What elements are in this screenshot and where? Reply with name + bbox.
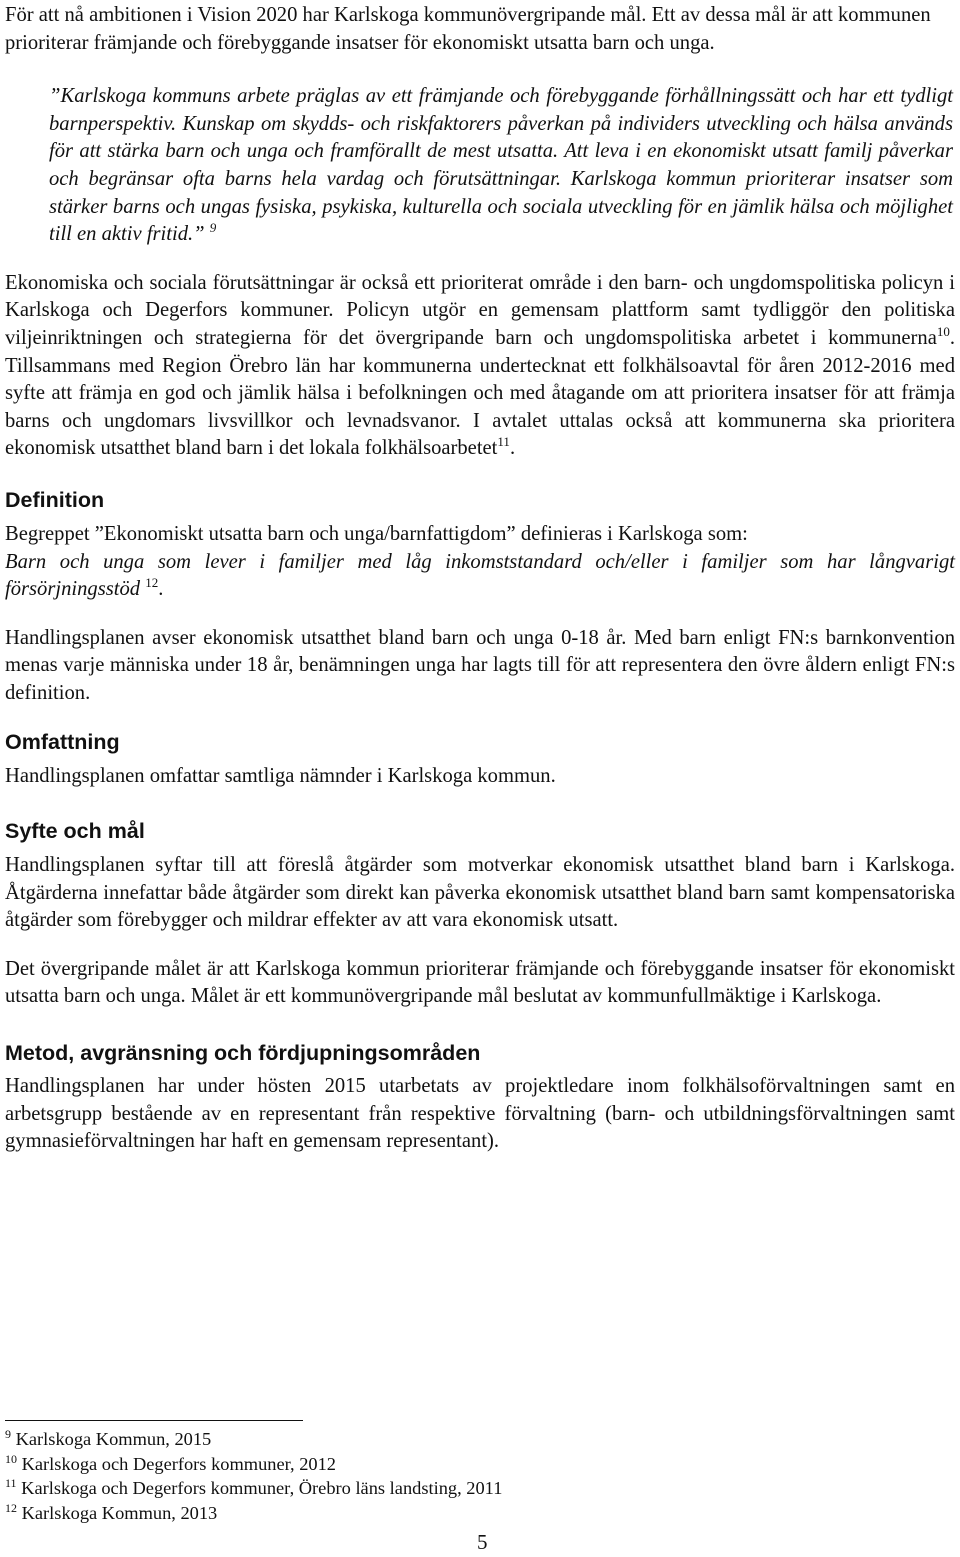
footnote-text: Karlskoga och Degerfors kommuner, Örebro läns landsting, 2011 — [21, 1478, 503, 1498]
footnote-item — [5, 1501, 502, 1526]
syfte-heading: Syfte och mål — [5, 819, 145, 844]
footnote-item — [5, 1476, 502, 1501]
footnote-text: Karlskoga Kommun, 2013 — [21, 1502, 218, 1523]
footnote-item — [5, 1452, 502, 1477]
footnote-number: 12 — [5, 1500, 17, 1515]
policy-text-b: . Tillsammans med Region Örebro län har kommunerna undertecknat ett folkhälsoavtal för åren 2012-2016 med syfte att främja en god och jämlik hälsa i befolkningen och med åtagande om att prioritera insatser för att främja barns och ungdomars livsvillkor och levnadsvanor. I avtalet uttalas också att kommunerna ska prioritera ekonomisk utsatthet bland barn i det lokala folkhälsoarbetet — [5, 326, 955, 460]
definition-italic: Barn och unga som lever i familjer med låg inkomststandard och/eller i familjer som har långvarigt försörjningsstöd — [5, 550, 955, 601]
quote-open-mark: ” — [49, 85, 61, 108]
definition-paragraph — [5, 521, 955, 604]
omfattning-paragraph: Handlingsplanen omfattar samtliga nämnder i Karlskoga kommun. — [5, 765, 556, 788]
footnote-number: 11 — [5, 1476, 17, 1490]
intro-paragraph: För att nå ambitionen i Vision 2020 har Karlskoga kommunövergripande mål. Ett av dessa mål är att kommunen prioriterar främjande och förebyggande insatser för ekonomiskt utsatta barn och unga. — [5, 4, 931, 54]
page-number: 5 — [477, 1530, 488, 1554]
footnote-number: 9 — [5, 1427, 11, 1441]
quote-close-mark: ” — [193, 223, 205, 246]
definition-scope-paragraph: Handlingsplanen avser ekonomisk utsatthet bland barn och unga 0-18 år. Med barn enligt FN:s barnkonvention menas varje människa under 18 år, benämningen unga har lagts till för att representera den övre åldern enligt FN:s definition. — [5, 626, 955, 704]
footnote-item — [5, 1427, 502, 1452]
footnote-ref-10[interactable]: 10 — [936, 323, 950, 339]
metod-paragraph: Handlingsplanen har under hösten 2015 utarbetats av projektledare inom folkhälsoförvaltningen samt en arbetsgrupp bestående av en representant från respektive förvaltning (barn- och utbildningsförvaltningen samt gymnasieförvaltningen har haft en gemensam representant). — [5, 1075, 955, 1153]
policy-paragraph — [5, 270, 955, 463]
definition-heading: Definition — [5, 487, 105, 512]
quote-text: Karlskoga kommuns arbete präglas av ett främjande och förebyggande förhållningssätt och har ett tydligt barnperspektiv. Kunskap om skydds- och riskfaktorers påverkan på individers utveckling och hälsa används för att stärka barn och unga och framförallt de mest utsatta. Att leva i en ekonomiskt utsatt familj påverkar och begränsar ofta barns hela vardag och förutsättningar. Karlskoga kommun prioriterar insatser som stärker barns och ungas fysiska, psykiska, kulturella och sociala utveckling för en jämlik hälsa och möjlighet till en aktiv fritid. — [49, 85, 953, 246]
metod-heading: Metod, avgränsning och fördjupningsområden — [5, 1041, 481, 1066]
vision-quote — [49, 83, 953, 249]
syfte-paragraph-1: Handlingsplanen syftar till att föreslå åtgärder som motverkar ekonomisk utsatthet bland barn i Karlskoga. Åtgärderna innefattar både åtgärder som direkt kan påverka ekonomisk utsatthet bland barn samt kompensatoriska åtgärder som förebygger och mildrar effekter av att vara ekonomisk utsatt. — [5, 854, 955, 932]
footnote-number: 10 — [5, 1451, 17, 1466]
policy-text-a: Ekonomiska och sociala förutsättningar är också ett prioriterat område i den barn- och ungdomspolitiska policyn i Karlskoga och Degerfors kommuner. Policyn utgör en gemensam plattform samt tydliggör den politiska viljeinriktningen och strategierna för det övergripande barn och ungdomspolitiska arbetet i kommunerna — [5, 271, 955, 349]
syfte-paragraph-2: Det övergripande målet är att Karlskoga kommun prioriterar främjande och förebyggande insatser för ekonomiskt utsatta barn och unga. Målet är ett kommunövergripande mål beslutat av kommunfullmäktige i Karlskoga. — [5, 957, 955, 1008]
footnote-text: Karlskoga och Degerfors kommuner, 2012 — [21, 1453, 336, 1474]
definition-intro: Begreppet ”Ekonomiskt utsatta barn och unga/barnfattigdom” definieras i Karlskoga som: — [5, 522, 748, 545]
definition-end: . — [158, 578, 164, 601]
footnote-text: Karlskoga Kommun, 2015 — [15, 1429, 212, 1449]
policy-text-c: . — [509, 437, 516, 460]
omfattning-heading: Omfattning — [5, 730, 120, 755]
document-page — [5, 2, 955, 1554]
footnote-ref-9[interactable]: 9 — [209, 220, 217, 236]
footnote-ref-12[interactable]: 12 — [145, 575, 159, 591]
footnotes-list — [5, 1427, 502, 1525]
footnote-ref-11[interactable]: 11 — [497, 434, 510, 450]
footnote-divider — [5, 1420, 303, 1421]
